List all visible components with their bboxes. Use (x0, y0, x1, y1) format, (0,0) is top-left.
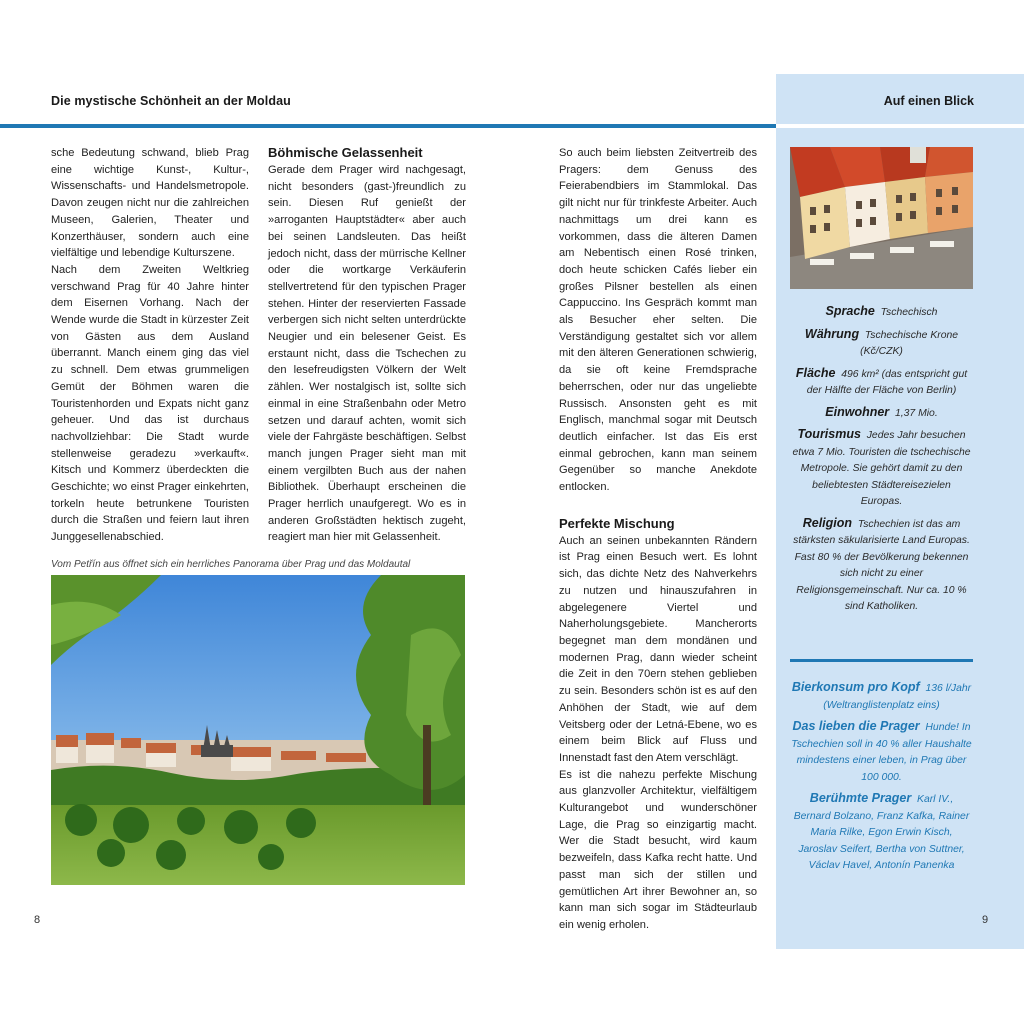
sidebar-title: Auf einen Blick (883, 94, 974, 108)
fact-value: Karl IV., Bernard Bolzano, Franz Kafka, Rainer Maria Rilke, Egon Erwin Kisch, Jaroslav Seifert, Bertha von Suttner, Václav Havel, Antonín Panenka (793, 794, 970, 871)
section-heading: Perfekte Mischung (559, 515, 675, 531)
fact-value: Tschechische Krone (Kč/CZK) (860, 329, 959, 357)
fact-value: Tschechien ist das am stärksten säkularisierte Land Europas. Fast 80 % der Bevölkerung bekennen sich nicht zu einer Religionsgemeinschaft. Nur ca. 10 % sind Katholiken. (793, 518, 970, 612)
photo-caption: Vom Petřín aus öffnet sich ein herrliches Panorama über Prag und das Moldautal (51, 559, 411, 570)
fact-item (790, 365, 973, 400)
fact-key: Tourismus (797, 427, 861, 441)
fact-key: Einwohner (825, 404, 890, 419)
prague-panorama-photo (51, 575, 465, 885)
fact-key: Fläche (795, 365, 836, 380)
paragraph: Gerade dem Prager wird nachgesagt, nicht besonders (gast-)freundlich zu sein. Diesen Ruf genießt der »arroganten Hauptstädter« aber auch bei seinen Landsleuten. Das heißt jedoch nicht, dass der mürrische Kellner oder die wortkarge Verkäuferin stellvertretend für den typischen Prager stehen. Hinter der reservierten Fassade verbergen sich nicht selten unterdrückte Neugier und ein belesener Geist. Es erstaunt nicht, dass die Tschechen zu den lesefreudigsten Völkern der Welt zählen. Wer nostalgisch ist, sollte sich einmal in eine Straßenbahn oder Metro setzen und darauf achten, womit sich viele der Fahrgäste beschäftigen. Selbst manch jungen Prager sieht man mit einem vergilbten Buch aus der nahen Bibliothek. Überhaupt erscheinen die Prager herrlich unaufgeregt. Wo es in anderen Großstädten hektisch zugeht, reagiert man hier mit Gelassenheit. (268, 164, 466, 544)
fact-key: Berühmte Prager (809, 791, 912, 805)
text-column-2 (268, 144, 466, 546)
fact-key: Währung (804, 326, 860, 341)
paragraph: Auch an seinen unbekannten Rändern ist Prag einen Besuch wert. Es lohnt sich, das dichte Netz des Nahverkehrs zu nutzen und hinauszufahren in abgelegenere Viertel und Naherholungsgebiete. Mancherorts begegnet man dem mondänen und modernen Prag, dann wieder scheint die Zeit in den 70ern stehen geblieben zu sein. Besonders schön ist es auf den Anhöhen der Stadt, wie auf dem Veitsberg oder der Letná-Ebene, wo es einem beim Blick auf Fluss und Innenstadt fast den Atem verschlägt. (559, 534, 757, 764)
fact-value: 496 km² (das entspricht gut der Hälfte der Fläche von Berlin) (806, 368, 968, 396)
header-rule (0, 124, 776, 128)
old-town-rooftops-photo (790, 147, 973, 289)
fact-item (790, 718, 973, 786)
fact-key: Religion (802, 515, 853, 530)
fact-value: Tschechisch (880, 307, 938, 318)
sidebar-rule (776, 124, 1024, 128)
fact-item (790, 426, 973, 511)
fact-value: 1,37 Mio. (894, 407, 938, 419)
fact-key: Sprache (825, 304, 875, 318)
fact-item (790, 515, 973, 616)
page-number-left: 8 (34, 914, 41, 926)
paragraph: So auch beim liebsten Zeitvertreib des Pragers: dem Genuss des Feierabendbiers im Stammlokal. Das gilt nicht nur für trinkfeste Arbeiter. Auch nachmittags um drei kann es vorkommen, dass die älteren Damen am Nebentisch einen Rosé trinken, doch heute schicken Cafés lieber ein großes Pilsner bestellen als einen Cappuccino. Ins Gespräch kommt man als Besucher eher selten. Die Verständigung gestaltet sich vor allem mit den älteren Generationen schwierig, da sie oft keine Fremdsprache beherrschen, oder nur das ungeliebte Russisch. Ansonsten geht es mit Englisch, manchmal sogar mit Deutsch deutlich einfacher. Ist das Eis erst einmal gebrochen, kann man seinem Gegenüber so manche Anekdote entlocken. (559, 147, 757, 494)
sidebar-divider (790, 659, 973, 662)
section-heading: Böhmische Gelassenheit (268, 145, 423, 160)
fact-item (790, 790, 973, 875)
text-column-3 (559, 145, 757, 934)
text-column-1 (51, 145, 249, 546)
page-number-right: 9 (982, 914, 989, 926)
fact-key: Das lieben die Prager (792, 719, 920, 733)
fact-value: 136 l/Jahr (Weltranglistenplatz eins) (823, 683, 972, 711)
fact-value: Hunde! In Tschechien soll in 40 % aller Haushalte mindestens einer leben, in Prag über 100 000. (791, 722, 972, 783)
fact-key: Bierkonsum pro Kopf (791, 680, 920, 694)
facts-list-secondary (790, 679, 973, 879)
paragraph: Nach dem Zweiten Weltkrieg verschwand Prag für 40 Jahre hinter dem Eisernen Vorhang. Nach der Wende wurde die Stadt in kürzester Zeit von Gästen aus dem Ausland überrannt. Manch einem ging das viel zu schnell. Dem etwas grummeligen Gemüt der Böhmen waren die Touristenhorden und Expats nicht ganz geheuer. Und das ist durchaus nachvollziehbar: Die Stadt wurde stellenweise geradezu »verkauft«. Kitsch und Kommerz überdeckten die Geschichte; wo einst Prager einkehrten, torkeln heute betrunkene Touristen durch die Straßen und feiern laut ihren Junggesellenabschied. (51, 263, 249, 544)
fact-value: Jedes Jahr besuchen etwa 7 Mio. Touristen die tschechische Metropole. Sie gehört damit zu den beliebtesten Städtereisezielen Europas. (792, 430, 971, 507)
paragraph: Es ist die nahezu perfekte Mischung aus glanzvoller Architektur, vielfältigem Kulturangebot und wunderschöner Lage, die Prag so einzigartig macht. Wer die Stadt besucht, wird kaum bezweifeln, dass Kafka recht hatte. Und passt man sich der stillen und gemütlichen Art ihrer Bewohner an, so kann man sich sogar im Städteurlaub ein wenig erholen. (559, 768, 757, 931)
fact-item (790, 303, 973, 322)
page-title-left: Die mystische Schönheit an der Moldau (51, 94, 291, 108)
paragraph: sche Bedeutung schwand, blieb Prag eine wichtige Kunst-, Kultur-, Wissenschafts- und Handelsmetropole. Davon zeugen nicht nur die zahlreichen Museen, Galerien, Theater und Konzerthäuser, sondern auch eine vielfältige und lebendige Kulturszene. (51, 147, 249, 260)
facts-list (790, 303, 973, 620)
fact-item (790, 326, 973, 361)
fact-item (790, 404, 973, 423)
fact-item (790, 679, 973, 714)
